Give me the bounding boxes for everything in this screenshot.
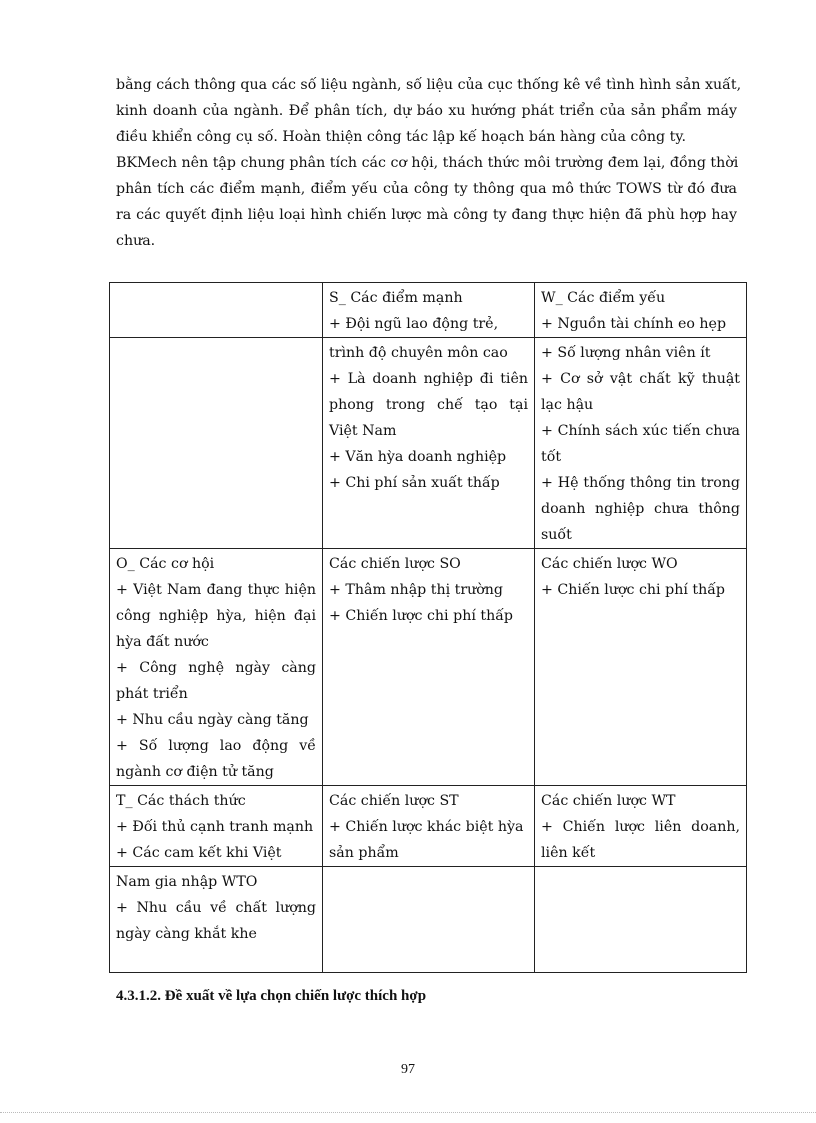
table-row	[110, 283, 747, 338]
cell-line: + Chiến lược khác biệt hỳa	[329, 819, 524, 835]
text-line: bằng cách thông qua các số liệu ngành, số liệu của cục thống kê về tình hình sản xuất,	[116, 77, 742, 93]
section-heading: 4.3.1.2. Đề xuất về lựa chọn chiến lược thích hợp	[116, 988, 427, 1004]
cell-line: sản phẩm	[329, 845, 399, 861]
cell-line: Các chiến lược WT	[541, 793, 676, 809]
cell-line: lạc hậu	[541, 397, 594, 413]
cell-line: Việt Nam	[329, 423, 397, 439]
cell-line: + Chiến lược chi phí thấp	[541, 582, 725, 598]
table-row	[110, 338, 747, 549]
cell-line: + Việt Nam đang thực hiện	[116, 582, 316, 598]
cell-line: + Là doanh nghiệp đi tiên	[329, 371, 528, 387]
text-line: ra các quyết định liệu loại hình chiến lược mà công ty đang thực hiện đã phù hợp hay	[116, 207, 737, 223]
table-cell-opportunities	[110, 549, 323, 786]
table-row	[110, 549, 747, 786]
cell-line: Các chiến lược WO	[541, 556, 678, 572]
cell-line: suốt	[541, 527, 572, 543]
cell-line: Nam gia nhập WTO	[116, 874, 258, 890]
cell-line: + Chiến lược chi phí thấp	[329, 608, 513, 624]
cell-line: + Số lượng lao động về	[116, 738, 316, 754]
table-cell-empty	[110, 338, 323, 549]
table-row	[110, 867, 747, 973]
cell-line: + Cơ sở vật chất kỹ thuật	[541, 371, 740, 387]
cell-line: + Văn hỳa doanh nghiệp	[329, 449, 507, 465]
cell-line: trình độ chuyên môn cao	[329, 345, 508, 361]
cell-line: + Nhu cầu ngày càng tăng	[116, 712, 309, 728]
text-line: BKMech nên tập chung phân tích các cơ hội, thách thức môi trường đem lại, đồng thời	[116, 155, 739, 171]
cell-line: tốt	[541, 449, 562, 465]
cell-line: ngày càng khắt khe	[116, 926, 257, 942]
cell-line: hỳa đất nước	[116, 634, 209, 650]
cell-line: + Chính sách xúc tiến chưa	[541, 423, 740, 439]
cell-line: phát triển	[116, 686, 188, 702]
tows-matrix-table	[109, 282, 747, 973]
cell-line: + Số lượng nhân viên ít	[541, 345, 711, 361]
table-cell-empty	[110, 283, 323, 338]
cell-line: + Chi phí sản xuất thấp	[329, 475, 500, 491]
cell-line: + Các cam kết khi Việt	[116, 845, 282, 861]
cell-line: + Hệ thống thông tin trong	[541, 475, 740, 491]
text-line: chưa.	[116, 233, 156, 249]
table-cell-st-strategies	[323, 786, 535, 867]
table-cell-weaknesses-header	[535, 283, 747, 338]
cell-line: ngành cơ điện tử tăng	[116, 764, 274, 780]
cell-line: T_ Các thách thức	[116, 793, 246, 809]
table-cell-strengths-header	[323, 283, 535, 338]
cell-line: Các chiến lược SO	[329, 556, 461, 572]
page-bottom-divider	[0, 1112, 816, 1113]
table-cell-weaknesses	[535, 338, 747, 549]
cell-line: W_ Các điểm yếu	[541, 290, 666, 306]
cell-line: + Thâm nhập thị trường	[329, 582, 504, 598]
text-line: phân tích các điểm mạnh, điểm yếu của công ty thông qua mô thức TOWS từ đó đưa	[116, 181, 737, 197]
cell-line: + Đội ngũ lao động trẻ,	[329, 316, 499, 332]
text-line: điều khiển công cụ số. Hoàn thiện công tác lập kế hoạch bán hàng của công ty.	[116, 129, 686, 145]
table-cell-threats	[110, 786, 323, 867]
table-cell-empty	[323, 867, 535, 973]
cell-line: doanh nghiệp chưa thông	[541, 501, 740, 517]
table-cell-strengths	[323, 338, 535, 549]
cell-line: + Công nghệ ngày càng	[116, 660, 316, 676]
cell-line: + Nhu cầu về chất lượng	[116, 900, 316, 916]
cell-line: + Nguồn tài chính eo hẹp	[541, 316, 727, 332]
page-number: 97	[401, 1062, 415, 1077]
cell-line: phong trong chế tạo tại	[329, 397, 528, 413]
table-row	[110, 786, 747, 867]
cell-line: công nghiệp hỳa, hiện đại	[116, 608, 316, 624]
cell-line: O_ Các cơ hội	[116, 556, 215, 572]
cell-line: + Chiến lược liên doanh,	[541, 819, 740, 835]
intro-paragraph	[116, 72, 742, 254]
table-cell-wt-strategies	[535, 786, 747, 867]
cell-line: + Đối thủ cạnh tranh mạnh	[116, 819, 314, 835]
table-cell-so-strategies	[323, 549, 535, 786]
cell-line: Các chiến lược ST	[329, 793, 459, 809]
table-cell-threats-continued	[110, 867, 323, 973]
text-line: kinh doanh của ngành. Để phân tích, dự báo xu hướng phát triển của sản phẩm máy	[116, 103, 737, 119]
table-cell-wo-strategies	[535, 549, 747, 786]
cell-line: S_ Các điểm mạnh	[329, 290, 463, 306]
table-cell-empty	[535, 867, 747, 973]
cell-line: liên kết	[541, 845, 596, 861]
